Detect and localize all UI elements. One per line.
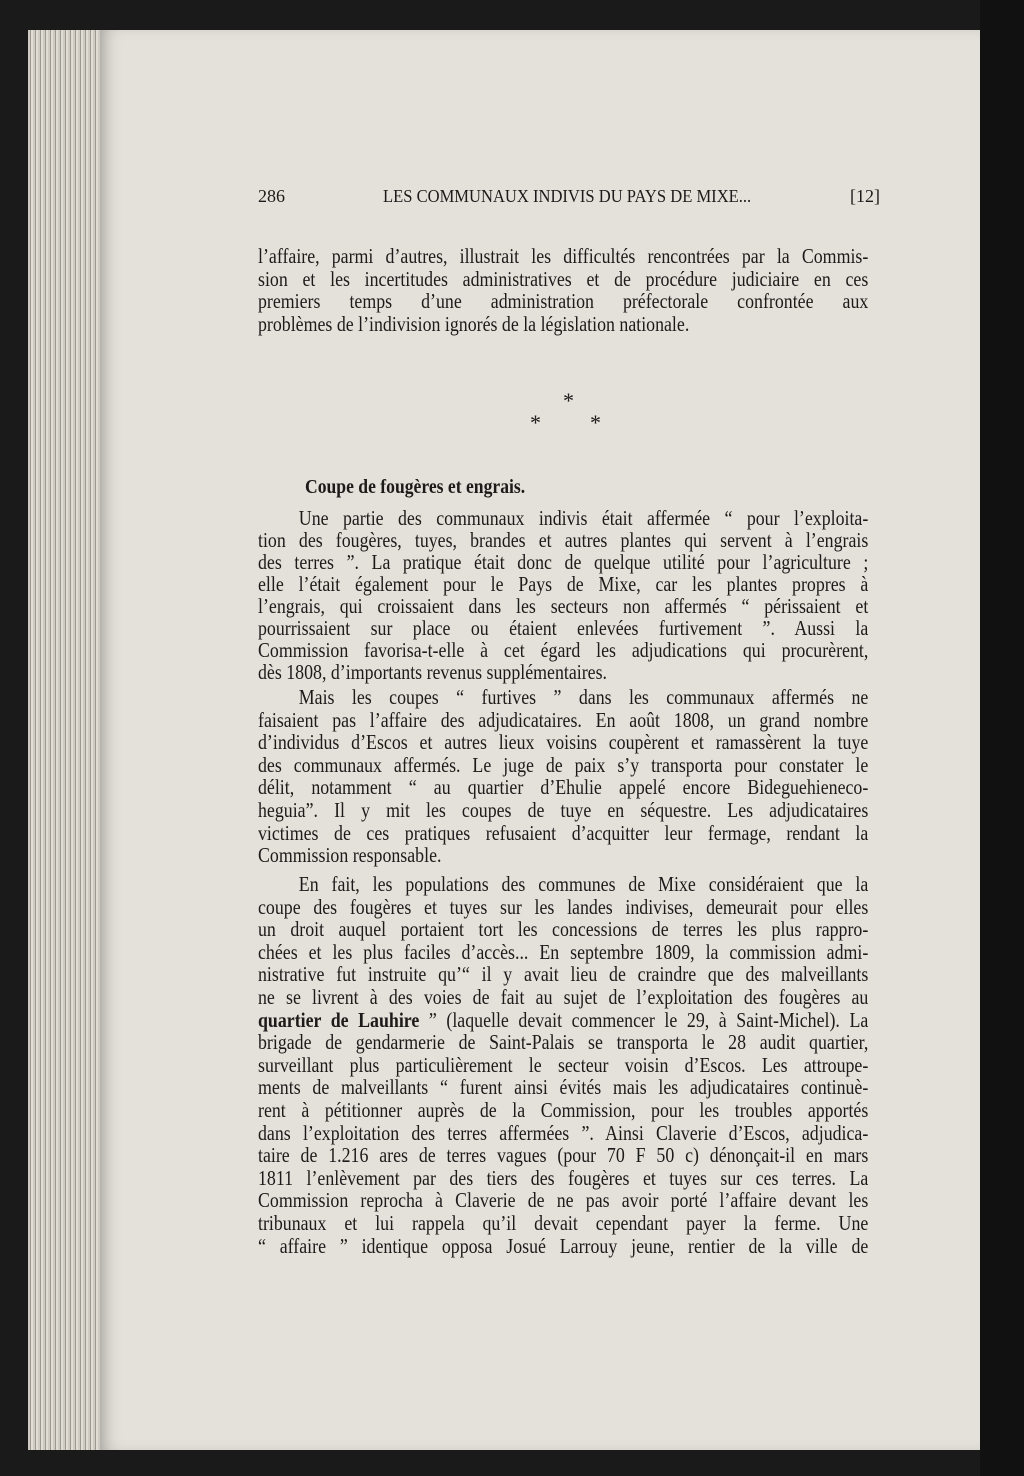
asterism-star: * xyxy=(563,388,574,413)
text-line: tribunaux et lui rappela qu’il devait cependant payer la ferme. Une xyxy=(258,1211,869,1235)
text-line: délit, notamment “ au quartier d’Ehulie appelé encore Bideguehieneco- xyxy=(258,775,869,800)
text-line: taire de 1.216 ares de terres vagues (pour 70 F 50 c) dénonçait-il en mars xyxy=(258,1143,869,1168)
text-line: tion des fougères, tuyes, brandes et autres plantes qui servent à l’engrais xyxy=(258,528,869,552)
text-line: nistrative fut instruite qu’“ il y avait lieu de craindre que des malveillants xyxy=(258,962,869,987)
text-line xyxy=(258,1009,868,1031)
text-line: heguia”. Il y mit les coupes de tuye en séquestre. Les adjudicataires xyxy=(258,798,869,822)
text-line: ments de malveillants “ furent ainsi évités mais les adjudicataires continuè- xyxy=(258,1075,869,1100)
text-line: l’affaire, parmi d’autres, illustrait les difficultés rencontrées par la Commis- xyxy=(258,244,869,268)
text-line: dès 1808, d’importants revenus supplémentaires. xyxy=(258,660,607,684)
text-line: d’individus d’Escos et autres lieux voisins coupèrent et ramassèrent la tuye xyxy=(258,730,869,755)
text-segment: ” (laquelle devait commencer le 29, à Saint-Michel). La xyxy=(419,1007,869,1032)
text-line: chées et les plus faciles d’accès... En septembre 1809, la commission admi- xyxy=(258,939,869,964)
text-line: problèmes de l’indivision ignorés de la législation nationale. xyxy=(258,311,690,336)
text-line: Une partie des communaux indivis était affermée “ pour l’exploita- xyxy=(298,506,869,530)
text-line: Commission responsable. xyxy=(258,843,442,868)
section-marker: [12] xyxy=(850,186,880,206)
text-line: brigade de gendarmerie de Saint-Palais se transporta le 28 audit quartier, xyxy=(258,1030,869,1055)
text-line: “ affaire ” identique opposa Josué Larrouy jeune, rentier de la ville de xyxy=(258,1233,869,1258)
text-line: des communaux affermés. Le juge de paix s’y transporta pour constater le xyxy=(258,752,869,777)
asterism-star: * xyxy=(590,410,601,435)
text-line: sion et les incertitudes administratives et de procédure judiciaire en ces xyxy=(258,266,869,291)
text-line: Mais les coupes “ furtives ” dans les communaux affermés ne xyxy=(298,685,869,709)
text-line: des terres ”. La pratique était donc de quelque utilité pour l’agriculture ; xyxy=(258,550,869,574)
text-line: dans l’exploitation des terres affermées ”. Ainsi Claverie d’Escos, adjudica- xyxy=(258,1120,869,1145)
text-line: pourrissaient sur place ou étaient enlevées furtivement ”. Aussi la xyxy=(258,616,869,640)
emphasized-place-name: quartier de Lauhire xyxy=(258,1007,420,1032)
text-line: 1811 l’enlèvement par des tiers des fougères et tuyes sur ces terres. La xyxy=(258,1165,869,1190)
scan-border xyxy=(980,0,1024,1476)
text-line: victimes de ces pratiques refusaient d’acquitter leur fermage, rendant la xyxy=(258,820,869,845)
text-line: ne se livrent à des voies de fait au sujet de l’exploitation des fougères au xyxy=(258,985,869,1009)
section-heading: Coupe de fougères et engrais. xyxy=(305,476,526,498)
text-line: un droit auquel portaient tort les concessions de terres les plus rappro- xyxy=(258,917,869,942)
text-line: En fait, les populations des communes de Mixe considéraient que la xyxy=(298,872,869,896)
text-line: elle l’était également pour le Pays de Mixe, car les plantes propres à xyxy=(258,572,869,596)
text-line: l’engrais, qui croissaient dans les secteurs non affermés “ périssaient et xyxy=(258,594,869,618)
text-line: premiers temps d’une administration préfectorale confrontée aux xyxy=(258,289,869,314)
running-title: LES COMMUNAUX INDIVIS DU PAYS DE MIXE... xyxy=(383,186,752,206)
text-line: rent à pétitionner auprès de la Commission, pour les troubles apportés xyxy=(258,1098,869,1122)
text-line: coupe des fougères et tuyes sur les landes indivises, demeurait pour elles xyxy=(258,894,869,919)
text-line: Commission favorisa-t-elle à cet égard les adjudications qui procurèrent, xyxy=(258,638,869,662)
text-line: surveillant plus particulièrement le secteur voisin d’Escos. Les attroupe- xyxy=(258,1052,869,1077)
page-number: 286 xyxy=(258,186,285,206)
asterism-star: * xyxy=(530,410,541,435)
text-line: faisaient pas l’affaire des adjudicataires. En août 1808, un grand nombre xyxy=(258,707,869,732)
text-line: Commission reprocha à Claverie de ne pas avoir porté l’affaire devant les xyxy=(258,1188,869,1213)
